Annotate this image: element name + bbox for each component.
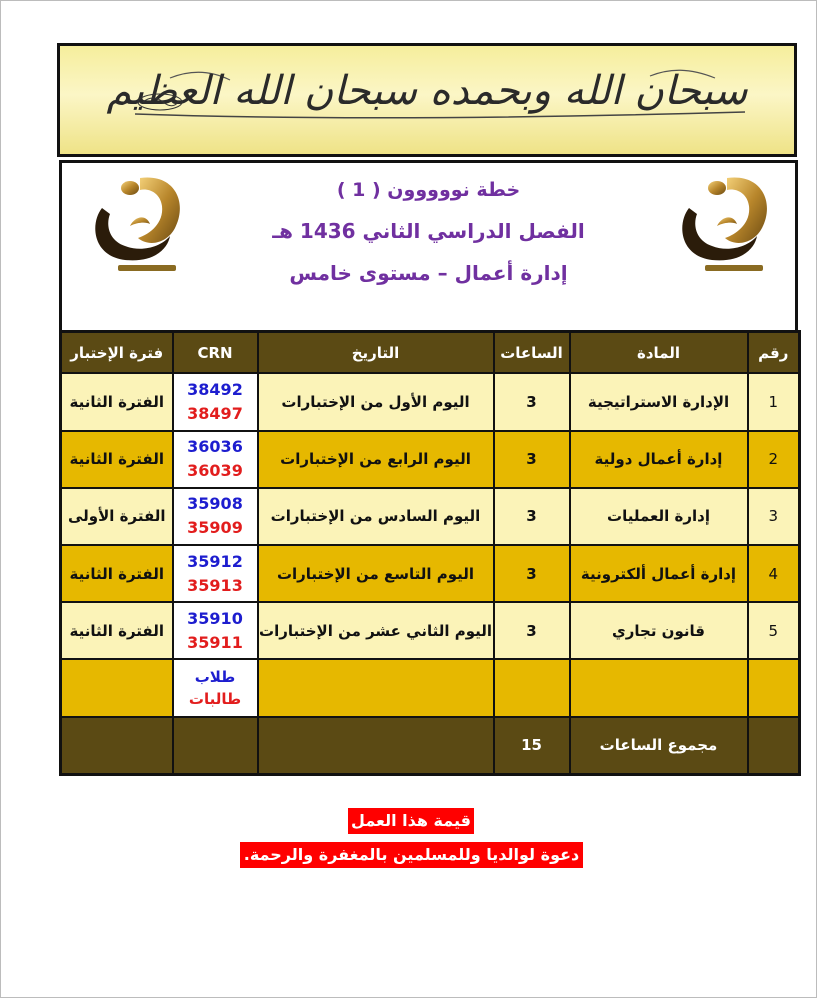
- total-row: [61, 717, 800, 775]
- table-row: [61, 373, 800, 430]
- calligraphy-banner: [57, 43, 797, 157]
- subject-name: الإدارة الاستراتيجية: [570, 373, 748, 430]
- header-date: التاريخ: [258, 332, 494, 374]
- total-hours-value: 15: [494, 717, 570, 775]
- empty-cell: [173, 717, 258, 775]
- plan-header: [59, 160, 798, 333]
- row-number: 5: [748, 602, 800, 659]
- credit-hours: 3: [494, 431, 570, 488]
- exam-date: اليوم الأول من الإختبارات: [258, 373, 494, 430]
- exam-date: اليوم الرابع من الإختبارات: [258, 431, 494, 488]
- empty-cell: [570, 659, 748, 716]
- crn-female: 38497: [187, 403, 243, 423]
- header-crn: CRN: [173, 332, 258, 374]
- table-header-row: [61, 332, 800, 374]
- credit-hours: 3: [494, 488, 570, 545]
- empty-cell: [258, 717, 494, 775]
- crn-legend-cell: [173, 659, 258, 716]
- header-subject: المادة: [570, 332, 748, 374]
- header-period: فترة الإختبار: [61, 332, 173, 374]
- table-row: [61, 488, 800, 545]
- subject-name: إدارة أعمال دولية: [570, 431, 748, 488]
- total-hours-label: مجموع الساعات: [570, 717, 748, 775]
- table-row: [61, 545, 800, 602]
- table-row: [61, 431, 800, 488]
- legend-row: [61, 659, 800, 716]
- exam-period: الفترة الثانية: [61, 602, 173, 659]
- crn-male: 36036: [187, 437, 243, 457]
- crn-cell: [173, 488, 258, 545]
- legend-male: طلاب: [194, 668, 236, 687]
- crn-cell: [173, 373, 258, 430]
- crn-cell: [173, 602, 258, 659]
- crn-cell: [173, 431, 258, 488]
- table-row: [61, 602, 800, 659]
- calligrapher-signature-icon: [135, 91, 185, 113]
- crn-male: 35908: [187, 494, 243, 514]
- subject-name: إدارة العمليات: [570, 488, 748, 545]
- exam-period: الفترة الثانية: [61, 545, 173, 602]
- empty-cell: [494, 659, 570, 716]
- calligraphy-text: سبحان الله وبحمده سبحان الله العظيم: [106, 68, 748, 114]
- credit-hours: 3: [494, 373, 570, 430]
- semester-title: الفصل الدراسي الثاني 1436 هـ: [272, 219, 585, 243]
- row-number: 1: [748, 373, 800, 430]
- exam-date: اليوم السادس من الإختبارات: [258, 488, 494, 545]
- row-number: 2: [748, 431, 800, 488]
- header-num: رقم: [748, 332, 800, 374]
- crn-female: 36039: [187, 461, 243, 481]
- exam-period: الفترة الأولى: [61, 488, 173, 545]
- plan-title: خطة نووووون ( 1 ): [336, 179, 521, 201]
- exam-date: اليوم التاسع من الإختبارات: [258, 545, 494, 602]
- legend-female: طالبات: [188, 690, 242, 709]
- crn-male: 35912: [187, 551, 243, 571]
- row-number: 4: [748, 545, 800, 602]
- exam-period: الفترة الثانية: [61, 431, 173, 488]
- crn-male: 35910: [187, 608, 243, 628]
- header-hours: الساعات: [494, 332, 570, 374]
- crn-female: 35911: [187, 632, 243, 652]
- empty-cell: [61, 717, 173, 775]
- exam-period: الفترة الثانية: [61, 373, 173, 430]
- department-level-title: إدارة أعمال – مستوى خامس: [289, 261, 568, 285]
- crn-cell: [173, 545, 258, 602]
- crn-male: 38492: [187, 379, 243, 399]
- footer-dua-line: دعوة لوالديا وللمسلمين بالمغفرة والرحمة.: [240, 842, 583, 868]
- subject-name: إدارة أعمال ألكترونية: [570, 545, 748, 602]
- row-number: 3: [748, 488, 800, 545]
- subject-name: قانون تجاري: [570, 602, 748, 659]
- exam-schedule-table: [59, 330, 801, 776]
- credit-hours: 3: [494, 545, 570, 602]
- credit-hours: 3: [494, 602, 570, 659]
- empty-cell: [61, 659, 173, 716]
- footer-value-line: قيمة هذا العمل: [348, 808, 474, 834]
- crn-female: 35913: [187, 575, 243, 595]
- empty-cell: [748, 659, 800, 716]
- empty-cell: [258, 659, 494, 716]
- exam-date: اليوم الثاني عشر من الإختبارات: [258, 602, 494, 659]
- empty-cell: [748, 717, 800, 775]
- crn-female: 35909: [187, 518, 243, 538]
